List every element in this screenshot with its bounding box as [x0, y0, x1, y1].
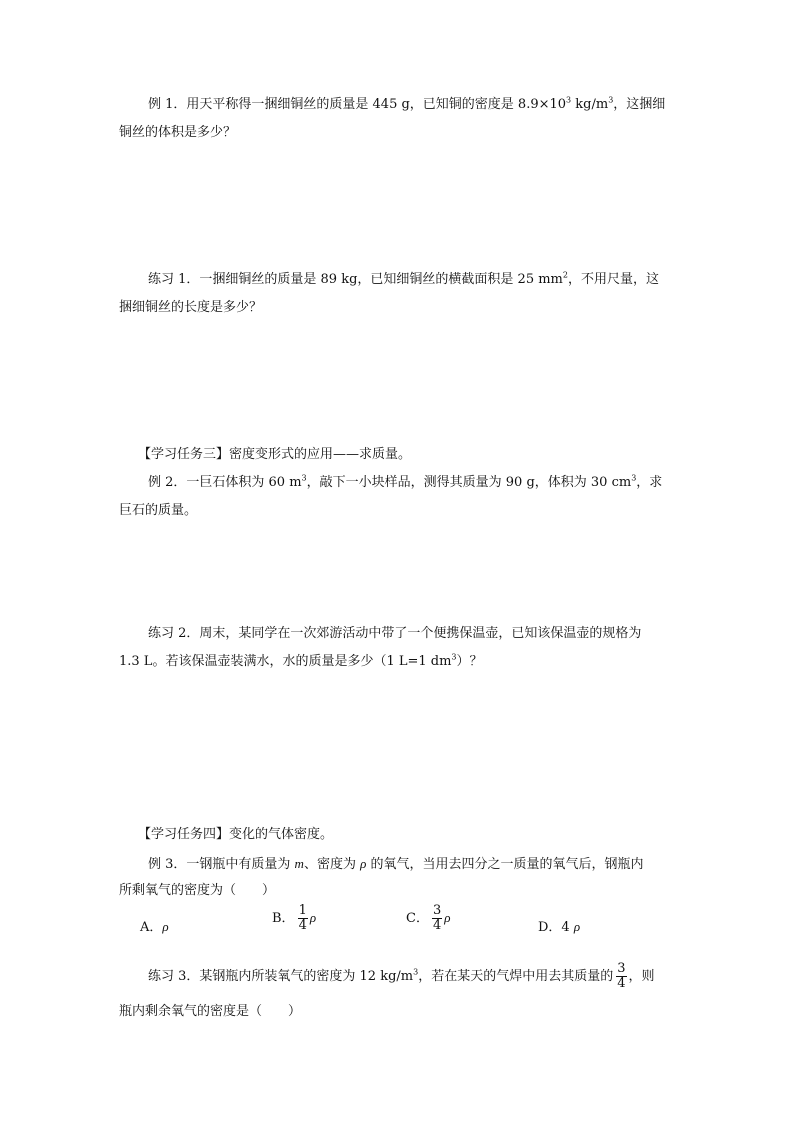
denominator: 4: [617, 976, 626, 991]
text: 的氧气，当用去四分之一质量的氧气后，钢瓶内: [366, 857, 644, 872]
superscript: 3: [631, 473, 637, 483]
example-2-line-2: 巨石的质量。: [119, 503, 198, 518]
denominator: 4: [432, 918, 442, 933]
superscript: 2: [562, 270, 568, 280]
practice-2-line-1: 练习 2．周末，某同学在一次郊游活动中带了一个便携保温壶，已知该保温壶的规格为: [148, 626, 642, 641]
choice-label: B．: [272, 911, 295, 926]
text: ，这捆细: [613, 97, 666, 112]
choice-label: A．: [140, 920, 163, 935]
mass-symbol: m: [294, 856, 304, 871]
practice-3-line-1: [148, 962, 655, 991]
superscript: 3: [451, 652, 457, 662]
choice-label: D．4: [538, 920, 574, 935]
fraction: [298, 904, 308, 933]
example-2-line-1: [148, 474, 662, 492]
numerator: 1: [298, 903, 307, 918]
example-3-line-2: 所剩氧气的密度为（ ）: [119, 883, 276, 898]
task-3-heading: 【学习任务三】密度变形式的应用——求质量。: [138, 447, 412, 462]
superscript: 3: [301, 473, 307, 483]
text: 例 1．用天平称得一捆细铜丝的质量是 445 g，已知铜的密度是 8.9×10: [148, 97, 567, 112]
fraction: [432, 904, 442, 933]
text: 例 3．一钢瓶中有质量为: [148, 857, 295, 872]
choice-a: [140, 918, 169, 937]
density-symbol: ρ: [573, 919, 581, 934]
text: ，则: [628, 969, 655, 984]
text: 练习 1．一捆细铜丝的质量是 89 kg，已知细铜丝的横截面积是 25 mm: [148, 272, 563, 287]
numerator: 3: [617, 961, 626, 976]
density-symbol: ρ: [309, 910, 317, 925]
numerator: 3: [432, 903, 442, 918]
example-3-line-1: [148, 855, 643, 874]
practice-3-line-2: 瓶内剩余氧气的密度是（ ）: [119, 1004, 302, 1019]
text: 练习 3．某钢瓶内所装氧气的密度为 12 kg/m: [148, 969, 414, 984]
choice-b: [272, 904, 316, 933]
superscript: 3: [566, 95, 572, 105]
choice-label: C．: [406, 911, 429, 926]
text: 、密度为: [303, 857, 361, 872]
choice-d: [538, 918, 580, 937]
text: 1.3 L。若该保温壶装满水，水的质量是多少（1 L=1 dm: [119, 654, 452, 669]
task-4-heading: 【学习任务四】变化的气体密度。: [138, 827, 334, 842]
text: ，不用尺量，这: [567, 272, 659, 287]
superscript: 3: [608, 95, 614, 105]
density-symbol: ρ: [162, 919, 169, 934]
choice-c: [406, 904, 450, 933]
text: ，若在某天的气焊中用去其质量的: [418, 969, 614, 984]
superscript: 3: [413, 967, 419, 977]
density-symbol: ρ: [444, 910, 451, 925]
density-symbol: ρ: [360, 856, 367, 871]
practice-2-line-2: [119, 653, 483, 671]
denominator: 4: [298, 918, 307, 933]
practice-1-line-1: [148, 271, 659, 289]
practice-1-line-2: 捆细铜丝的长度是多少？: [119, 300, 263, 315]
example-1-line-1: [148, 96, 665, 114]
example-1-line-2: 铜丝的体积是多少？: [119, 125, 237, 140]
text: kg/m: [571, 97, 609, 112]
text: ，求: [636, 475, 663, 490]
text: ）？: [456, 654, 483, 669]
text: 例 2．一巨石体积为 60 m: [148, 475, 302, 490]
fraction: [616, 962, 626, 991]
text: ，敲下一小块样品，测得其质量为 90 g，体积为 30 cm: [306, 475, 632, 490]
